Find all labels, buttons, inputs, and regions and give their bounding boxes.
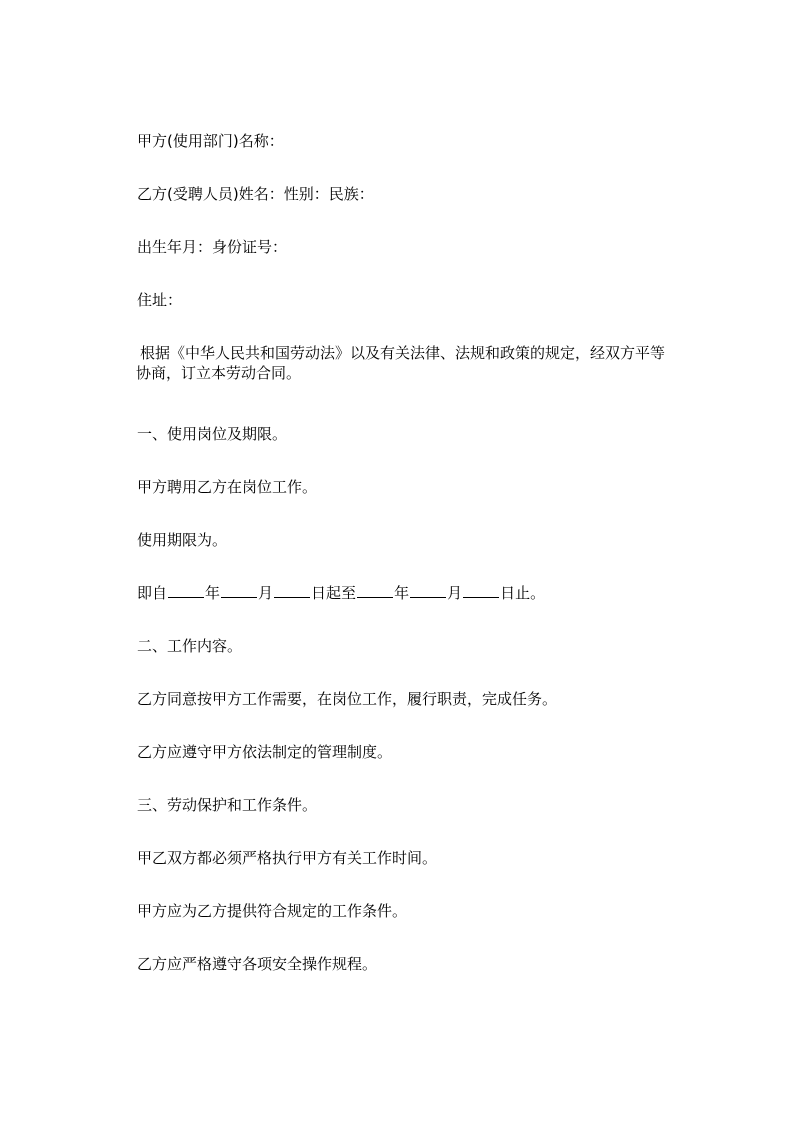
section-1-title: 一、使用岗位及期限。 [137,425,288,443]
start-month-blank[interactable] [221,583,257,598]
section-3-line-3: 乙方应严格遵守各项安全操作规程。 [137,955,378,973]
term-month-1: 月 [258,584,274,602]
section-1-line-2: 使用期限为。 [137,531,228,549]
term-month-2: 月 [447,584,463,602]
section-2-line-1: 乙方同意按甲方工作需要，在岗位工作，履行职责，完成任务。 [137,690,558,708]
term-year-1: 年 [205,584,221,602]
intro-line-1: 根据《中华人民共和国劳动法》以及有关法律、法规和政策的规定，经双方平等 [140,344,666,362]
party-a-name-line: 甲方(使用部门)名称： [137,132,284,150]
start-day-blank[interactable] [274,583,310,598]
birth-id-line: 出生年月：身份证号： [137,238,288,256]
end-year-blank[interactable] [357,583,393,598]
address-line: 住址： [137,291,183,309]
section-2-title: 二、工作内容。 [137,637,243,655]
section-3-line-2: 甲方应为乙方提供符合规定的工作条件。 [137,902,408,920]
term-prefix: 即自 [137,584,168,602]
intro-paragraph [137,343,727,383]
term-line [137,583,545,603]
party-b-info-line: 乙方(受聘人员)姓名：性别：民族： [137,185,374,203]
intro-line-2: 协商，订立本劳动合同。 [136,364,302,382]
section-3-line-1: 甲乙双方都必须严格执行甲方有关工作时间。 [137,849,438,867]
term-day-1-to: 日起至 [311,584,357,602]
section-3-title: 三、劳动保护和工作条件。 [137,796,318,814]
term-day-2-end: 日止。 [500,584,546,602]
section-1-line-1: 甲方聘用乙方在岗位工作。 [137,478,318,496]
end-day-blank[interactable] [463,583,499,598]
start-year-blank[interactable] [168,583,204,598]
term-year-2: 年 [394,584,410,602]
end-month-blank[interactable] [410,583,446,598]
section-2-line-2: 乙方应遵守甲方依法制定的管理制度。 [137,743,393,761]
